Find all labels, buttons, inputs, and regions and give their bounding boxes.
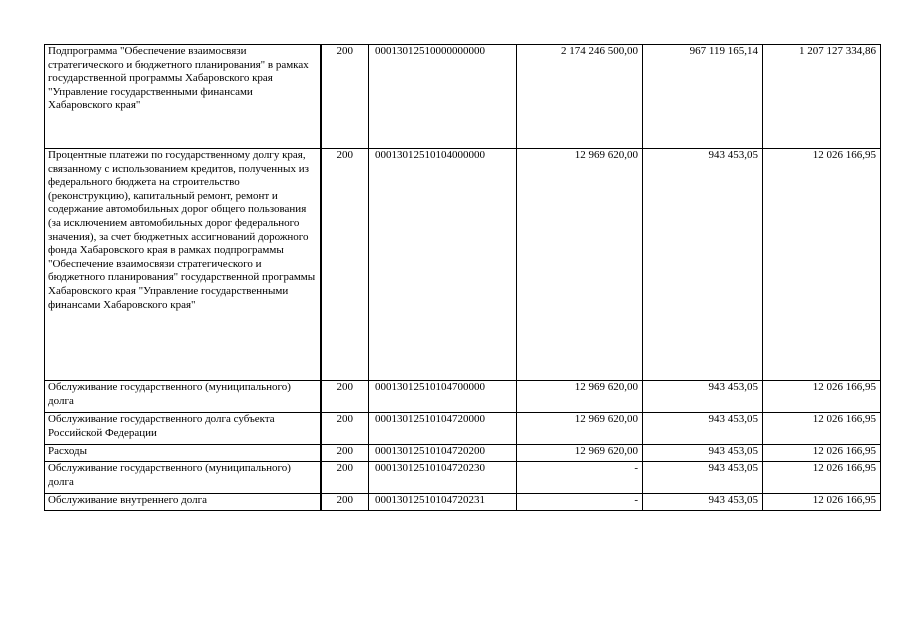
approved-amount: - xyxy=(517,494,643,511)
table-row xyxy=(45,462,881,494)
expenditure-name: Процентные платежи по государственному долгу края, связанному с использованием кредитов, полученных из федерального бюджета на строительство (реконструкцию), капитальный ремонт, ремонт и содержание автомобильных дорог общего пользования (за исключением автомобильных дорог федерального значения), за счет бюджетных ассигнований дорожного фонда Хабаровского края в рамках подпрограммы "Обеспечение взаимосвязи стратегического и бюджетного планирования" государственной программы Хабаровского края "Управление государственными финансами Хабаровского края" xyxy=(45,149,321,381)
budget-expenditure-table xyxy=(44,44,881,511)
line-code: 200 xyxy=(321,462,369,494)
table-row xyxy=(45,381,881,413)
unexecuted-amount: 12 026 166,95 xyxy=(763,381,881,413)
budget-classification-code: 00013012510104700000 xyxy=(369,381,517,413)
table-row xyxy=(45,149,881,381)
unexecuted-amount: 12 026 166,95 xyxy=(763,413,881,445)
executed-amount: 943 453,05 xyxy=(643,462,763,494)
executed-amount: 943 453,05 xyxy=(643,413,763,445)
budget-classification-code: 00013012510104720230 xyxy=(369,462,517,494)
approved-amount: 12 969 620,00 xyxy=(517,381,643,413)
table-row xyxy=(45,45,881,149)
budget-classification-code: 00013012510104720000 xyxy=(369,413,517,445)
budget-classification-code: 00013012510104000000 xyxy=(369,149,517,381)
unexecuted-amount: 1 207 127 334,86 xyxy=(763,45,881,149)
table-row xyxy=(45,494,881,511)
line-code: 200 xyxy=(321,149,369,381)
line-code: 200 xyxy=(321,413,369,445)
executed-amount: 943 453,05 xyxy=(643,149,763,381)
approved-amount: - xyxy=(517,462,643,494)
budget-classification-code: 00013012510104720231 xyxy=(369,494,517,511)
unexecuted-amount: 12 026 166,95 xyxy=(763,494,881,511)
expenditure-name: Расходы xyxy=(45,445,321,462)
expenditure-name: Обслуживание внутреннего долга xyxy=(45,494,321,511)
unexecuted-amount: 12 026 166,95 xyxy=(763,462,881,494)
unexecuted-amount: 12 026 166,95 xyxy=(763,149,881,381)
expenditure-name: Обслуживание государственного (муниципального) долга xyxy=(45,462,321,494)
executed-amount: 943 453,05 xyxy=(643,381,763,413)
approved-amount: 12 969 620,00 xyxy=(517,445,643,462)
line-code: 200 xyxy=(321,45,369,149)
line-code: 200 xyxy=(321,494,369,511)
budget-classification-code: 00013012510000000000 xyxy=(369,45,517,149)
executed-amount: 967 119 165,14 xyxy=(643,45,763,149)
approved-amount: 2 174 246 500,00 xyxy=(517,45,643,149)
executed-amount: 943 453,05 xyxy=(643,494,763,511)
expenditure-name: Обслуживание государственного (муниципального) долга xyxy=(45,381,321,413)
approved-amount: 12 969 620,00 xyxy=(517,413,643,445)
budget-classification-code: 00013012510104720200 xyxy=(369,445,517,462)
line-code: 200 xyxy=(321,445,369,462)
executed-amount: 943 453,05 xyxy=(643,445,763,462)
unexecuted-amount: 12 026 166,95 xyxy=(763,445,881,462)
approved-amount: 12 969 620,00 xyxy=(517,149,643,381)
table-row xyxy=(45,445,881,462)
expenditure-name: Обслуживание государственного долга субъекта Российской Федерации xyxy=(45,413,321,445)
table-row xyxy=(45,413,881,445)
expenditure-name: Подпрограмма "Обеспечение взаимосвязи стратегического и бюджетного планирования" в рамках государственной программы Хабаровского края "Управление государственными финансами Хабаровского края" xyxy=(45,45,321,149)
line-code: 200 xyxy=(321,381,369,413)
